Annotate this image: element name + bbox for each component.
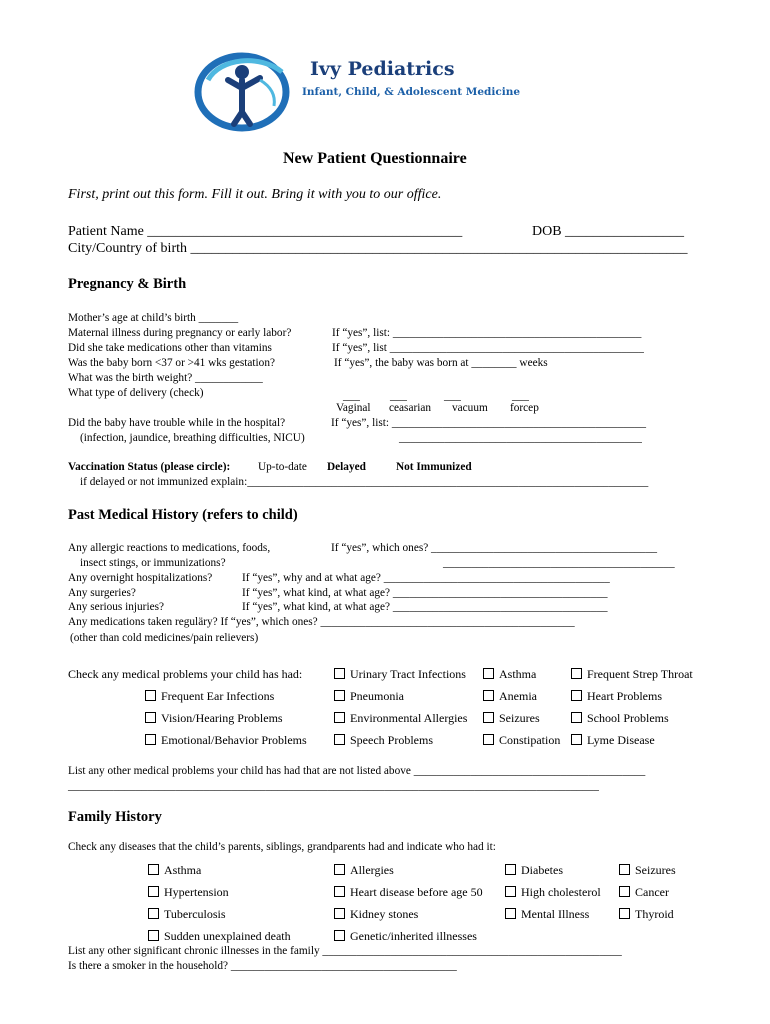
checkbox-icon[interactable] <box>505 864 516 875</box>
allergic-line2[interactable]: _________________________________________ <box>443 557 675 569</box>
checkbox-icon[interactable] <box>334 734 345 745</box>
vaccination-delayed[interactable]: Delayed <box>327 461 366 473</box>
family-checkbox-seizures[interactable]: Seizures <box>619 863 676 878</box>
checkbox-anemia[interactable]: Anemia <box>483 689 537 704</box>
logo-swirl-icon <box>190 50 300 135</box>
hospital-trouble-examples: (infection, jaundice, breathing difficulties, NICU) <box>80 432 305 444</box>
checkbox-icon[interactable] <box>334 690 345 701</box>
checkbox-icon[interactable] <box>483 668 494 679</box>
family-checkbox-mental-illness[interactable]: Mental Illness <box>505 907 589 922</box>
checkbox-icon[interactable] <box>334 908 345 919</box>
vaccination-not-immunized[interactable]: Not Immunized <box>396 461 472 473</box>
checkbox-icon[interactable] <box>571 690 582 701</box>
family-checkbox-sudden-death[interactable]: Sudden unexplained death <box>148 929 291 944</box>
mothers-age-field[interactable]: Mother’s age at child’s birth _______ <box>68 312 239 324</box>
injuries-list[interactable]: If “yes”, what kind, at what age? ______________________________________ <box>242 601 608 613</box>
form-instructions: First, print out this form. Fill it out. Bring it with you to our office. <box>68 187 442 202</box>
checkbox-icon[interactable] <box>483 712 494 723</box>
delivery-option-vacuum: vacuum <box>452 402 488 414</box>
gestation-question: Was the baby born <37 or >41 wks gestation? <box>68 357 275 369</box>
vaccination-label: Vaccination Status (please circle): <box>68 461 231 473</box>
logo-title: Ivy Pediatrics <box>310 58 455 80</box>
checkbox-icon[interactable] <box>334 668 345 679</box>
vaccination-explain-field[interactable]: if delayed or not immunized explain:_______________________________________________________________________ <box>80 476 649 488</box>
delivery-blank-vacuum[interactable]: ___ <box>444 390 461 402</box>
checkbox-icon[interactable] <box>148 886 159 897</box>
gestation-weeks-field[interactable]: If “yes”, the baby was born at ________ weeks <box>334 357 548 369</box>
checkbox-icon[interactable] <box>483 734 494 745</box>
delivery-blank-forcep[interactable]: ___ <box>512 390 529 402</box>
allergic-examples: insect stings, or immunizations? <box>80 557 226 569</box>
hospital-trouble-line2[interactable]: ___________________________________________ <box>399 432 642 444</box>
pregnancy-heading: Pregnancy & Birth <box>68 276 187 292</box>
checkbox-icon[interactable] <box>619 864 630 875</box>
checkbox-uti[interactable]: Urinary Tract Infections <box>334 667 466 682</box>
family-checkbox-heart-disease[interactable]: Heart disease before age 50 <box>334 885 483 900</box>
medications-question: Did she take medications other than vitamins <box>68 342 272 354</box>
delivery-option-vaginal: Vaginal <box>336 402 371 414</box>
hospitalizations-list[interactable]: If “yes”, why and at what age? ________________________________________ <box>242 572 610 584</box>
medications-taken-note: (other than cold medicines/pain relievers) <box>70 632 259 644</box>
delivery-blank-ceasarian[interactable]: ___ <box>390 390 407 402</box>
checkbox-icon[interactable] <box>334 886 345 897</box>
family-checkbox-diabetes[interactable]: Diabetes <box>505 863 563 878</box>
delivery-option-ceasarian: ceasarian <box>389 402 432 414</box>
maternal-illness-list[interactable]: If “yes”, list: ____________________________________________ <box>332 327 642 339</box>
delivery-option-forcep: forcep <box>510 402 539 414</box>
checkbox-icon[interactable] <box>619 908 630 919</box>
surgeries-question: Any surgeries? <box>68 587 136 599</box>
checkbox-icon[interactable] <box>334 712 345 723</box>
birth-weight-field[interactable]: What was the birth weight? ____________ <box>68 372 263 384</box>
checkbox-school-problems[interactable]: School Problems <box>571 711 669 726</box>
injuries-question: Any serious injuries? <box>68 601 165 613</box>
checkbox-environmental-allergies[interactable]: Environmental Allergies <box>334 711 467 726</box>
hospital-trouble-list[interactable]: If “yes”, list: _____________________________________________ <box>331 417 647 429</box>
checkbox-icon[interactable] <box>145 734 156 745</box>
family-checkbox-thyroid[interactable]: Thyroid <box>619 907 674 922</box>
checkbox-icon[interactable] <box>334 930 345 941</box>
check-problems-label: Check any medical problems your child has had: <box>68 667 303 681</box>
medications-taken-field[interactable]: Any medications taken reguläry? If “yes”, which ones? _____________________________________________ <box>68 616 575 628</box>
checkbox-icon[interactable] <box>619 886 630 897</box>
surgeries-list[interactable]: If “yes”, what kind, at what age? ______________________________________ <box>242 587 608 599</box>
ivy-pediatrics-logo <box>190 50 521 140</box>
family-checkbox-cancer[interactable]: Cancer <box>619 885 669 900</box>
checkbox-emotional-behavior[interactable]: Emotional/Behavior Problems <box>145 733 307 748</box>
family-checkbox-genetic[interactable]: Genetic/inherited illnesses <box>334 929 477 944</box>
maternal-illness-question: Maternal illness during pregnancy or early labor? <box>68 327 292 339</box>
checkbox-icon[interactable] <box>148 930 159 941</box>
city-country-field[interactable]: City/Country of birth _______________________________________________________________________ <box>68 241 688 256</box>
family-history-heading: Family History <box>68 809 162 825</box>
checkbox-ear-infections[interactable]: Frequent Ear Infections <box>145 689 274 704</box>
family-checkbox-hypertension[interactable]: Hypertension <box>148 885 229 900</box>
family-checkbox-high-cholesterol[interactable]: High cholesterol <box>505 885 601 900</box>
checkbox-speech-problems[interactable]: Speech Problems <box>334 733 433 748</box>
smoker-field[interactable]: Is there a smoker in the household? ________________________________________ <box>68 960 457 972</box>
checkbox-icon[interactable] <box>571 734 582 745</box>
checkbox-lyme-disease[interactable]: Lyme Disease <box>571 733 655 748</box>
hospitalizations-question: Any overnight hospitalizations? <box>68 572 213 584</box>
pmh-heading: Past Medical History (refers to child) <box>68 507 298 523</box>
medications-list[interactable]: If “yes”, list _____________________________________________ <box>332 342 644 354</box>
family-history-instructions: Check any diseases that the child’s parents, siblings, grandparents had and indicate who had it: <box>68 841 496 853</box>
checkbox-seizures[interactable]: Seizures <box>483 711 540 726</box>
vaccination-uptodate[interactable]: Up-to-date <box>258 461 307 473</box>
family-checkbox-allergies[interactable]: Allergies <box>334 863 394 878</box>
checkbox-icon[interactable] <box>505 886 516 897</box>
checkbox-icon[interactable] <box>571 712 582 723</box>
checkbox-icon[interactable] <box>483 690 494 701</box>
checkbox-pneumonia[interactable]: Pneumonia <box>334 689 404 704</box>
logo-tagline: Infant, Child, & Adolescent Medicine <box>302 86 521 98</box>
checkbox-icon[interactable] <box>334 864 345 875</box>
checkbox-heart-problems[interactable]: Heart Problems <box>571 689 662 704</box>
patient-name-field[interactable]: Patient Name _____________________________________________ <box>68 224 463 239</box>
checkbox-constipation[interactable]: Constipation <box>483 733 560 748</box>
checkbox-icon[interactable] <box>145 712 156 723</box>
allergic-list[interactable]: If “yes”, which ones? ________________________________________ <box>331 542 657 554</box>
family-checkbox-tuberculosis[interactable]: Tuberculosis <box>148 907 226 922</box>
allergic-question: Any allergic reactions to medications, foods, <box>68 542 271 554</box>
other-problems-line2[interactable]: ______________________________________________________________________________________________ <box>68 780 599 792</box>
delivery-blank-vaginal[interactable]: ___ <box>343 390 360 402</box>
checkbox-strep[interactable]: Frequent Strep Throat <box>571 667 693 682</box>
checkbox-asthma[interactable]: Asthma <box>483 667 536 682</box>
dob-field[interactable]: DOB _________________ <box>532 224 685 239</box>
family-checkbox-kidney-stones[interactable]: Kidney stones <box>334 907 418 922</box>
page-title: New Patient Questionnaire <box>283 150 467 167</box>
checkbox-icon[interactable] <box>148 864 159 875</box>
other-problems-field[interactable]: List any other medical problems your child has had that are not listed above _________________________________________ <box>68 765 646 777</box>
chronic-illness-field[interactable]: List any other significant chronic illnesses in the family _____________________________________________________ <box>68 945 622 957</box>
hospital-trouble-question: Did the baby have trouble while in the hospital? <box>68 417 286 429</box>
checkbox-icon[interactable] <box>148 908 159 919</box>
checkbox-vision-hearing[interactable]: Vision/Hearing Problems <box>145 711 283 726</box>
family-checkbox-asthma[interactable]: Asthma <box>148 863 201 878</box>
checkbox-icon[interactable] <box>571 668 582 679</box>
checkbox-icon[interactable] <box>505 908 516 919</box>
checkbox-icon[interactable] <box>145 690 156 701</box>
delivery-type-question: What type of delivery (check) <box>68 387 204 399</box>
